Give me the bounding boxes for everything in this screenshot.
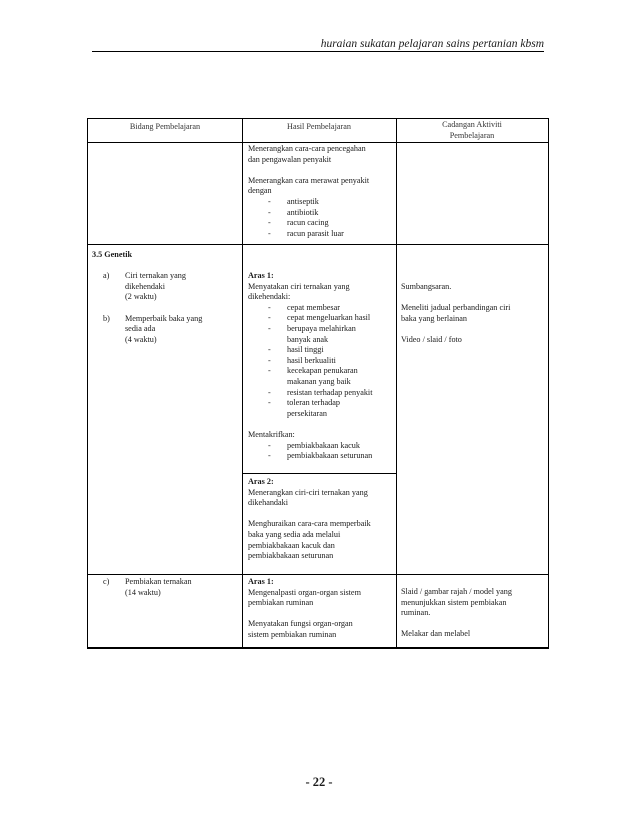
text-line: Menghuraikan cara-cara memperbaik (248, 519, 371, 529)
aras-label: Aras 2: (248, 477, 274, 486)
syllabus-table (87, 118, 549, 649)
row1-hasil-cell (248, 144, 394, 239)
row2-cadangan-cell (401, 282, 546, 346)
row2-aras1-cell (248, 271, 394, 462)
aras-divider (242, 473, 396, 474)
text-line: ruminan. (401, 608, 431, 618)
row-divider-2 (88, 574, 548, 575)
text-line: dikehandaki (248, 498, 289, 508)
list-item: - resistan terhadap penyakit (268, 387, 373, 397)
subtopic-b: b) Memperbaik baka yang sedia ada (4 waktu) (103, 313, 203, 344)
col-header-hasil: Hasil Pembelajaran (287, 122, 351, 131)
row3-hasil-cell (248, 577, 394, 641)
text-line: dan pengawalan penyakit (248, 154, 332, 164)
list-item: - cepat mengeluarkan hasil (268, 313, 371, 323)
list-item: - cepat membesar (268, 302, 340, 312)
column-divider-1 (242, 119, 243, 647)
row2-bidang-cell (92, 250, 240, 345)
text-line: menunjukkan sistem pembiakan (401, 597, 507, 607)
list-item-continuation: persekitaran (287, 408, 328, 418)
text-line: Video / slaid / foto (401, 334, 462, 344)
page-header-title: huraian sukatan pelajaran sains pertanian kbsm (320, 38, 544, 50)
col-header-bidang: Bidang Pembelajaran (129, 122, 201, 131)
list-item: - racun parasit luar (268, 228, 344, 238)
list-item-continuation: banyak anak (287, 334, 329, 344)
list-item: - antiseptik (268, 196, 319, 206)
list-item: - hasil berkualiti (268, 355, 336, 365)
text-line: Slaid / gambar rajah / model yang (401, 587, 512, 596)
header-row-divider (88, 142, 548, 143)
list-item: - berupaya melahirkan (268, 323, 356, 333)
text-line: Menerangkan ciri-ciri ternakan yang (248, 487, 368, 497)
text-line: Menyatakan ciri ternakan yang (248, 281, 350, 291)
text-line: Menyatakan fungsi organ-organ (248, 619, 353, 629)
subtopic-a: a) Ciri ternakan yang dikehendaki (2 waktu) (103, 271, 186, 302)
text-line: Meneliti jadual perbandingan ciri (401, 303, 511, 313)
text-line: pembiakbakaan kacuk dan (248, 540, 335, 550)
text-line: baka yang sedia ada melalui (248, 529, 341, 539)
text-line: Mengenalpasti organ-organ sistem (248, 587, 361, 597)
list-item: - pembiakbakaan seturunan (268, 451, 373, 461)
text-line: Mentakrifkan: (248, 429, 295, 439)
list-item: - toleran terhadap (268, 398, 340, 408)
header-rule (92, 51, 544, 52)
text-line: pembiakan ruminan (248, 598, 314, 608)
text-line: pembiakbakaan seturunan (248, 551, 334, 561)
list-item: - hasil tinggi (268, 345, 324, 355)
text-line: dengan (248, 186, 272, 196)
aras-label: Aras 1: (248, 271, 274, 280)
text-line: Melakar dan melabel (401, 629, 471, 639)
text-line: Menerangkan cara merawat penyakit (248, 175, 370, 185)
subtopic-c: c) Pembiakan ternakan (14 waktu) (103, 577, 192, 597)
text-line: Menerangkan cara-cara pencegahan (248, 144, 366, 153)
text-line: baka yang berlainan (401, 313, 467, 323)
row3-bidang-cell (92, 577, 240, 598)
list-item: - pembiakbakaan kacuk (268, 440, 360, 450)
aras-label: Aras 1: (248, 577, 274, 586)
list-item: - kecekapan penukaran (268, 366, 358, 376)
list-item: - racun cacing (268, 218, 329, 228)
list-item: - antibiotik (268, 207, 319, 217)
text-line: dikehendaki: (248, 292, 291, 302)
section-title: 3.5 Genetik (92, 250, 133, 259)
col-header-cadangan (396, 120, 548, 141)
row3-cadangan-cell (401, 587, 546, 640)
list-item-continuation: makanan yang baik (287, 376, 351, 386)
row2-aras2-cell (248, 477, 394, 562)
col-header-cadangan-line1: Cadangan Aktiviti (442, 120, 502, 129)
col-header-cadangan-line2: Pembelajaran (449, 130, 495, 140)
text-line: Sumbangsaran. (401, 282, 452, 291)
column-divider-2 (396, 119, 397, 647)
page-number: - 22 - (305, 775, 333, 789)
row-divider-1 (88, 244, 548, 245)
text-line: sistem pembiakan ruminan (248, 629, 337, 639)
